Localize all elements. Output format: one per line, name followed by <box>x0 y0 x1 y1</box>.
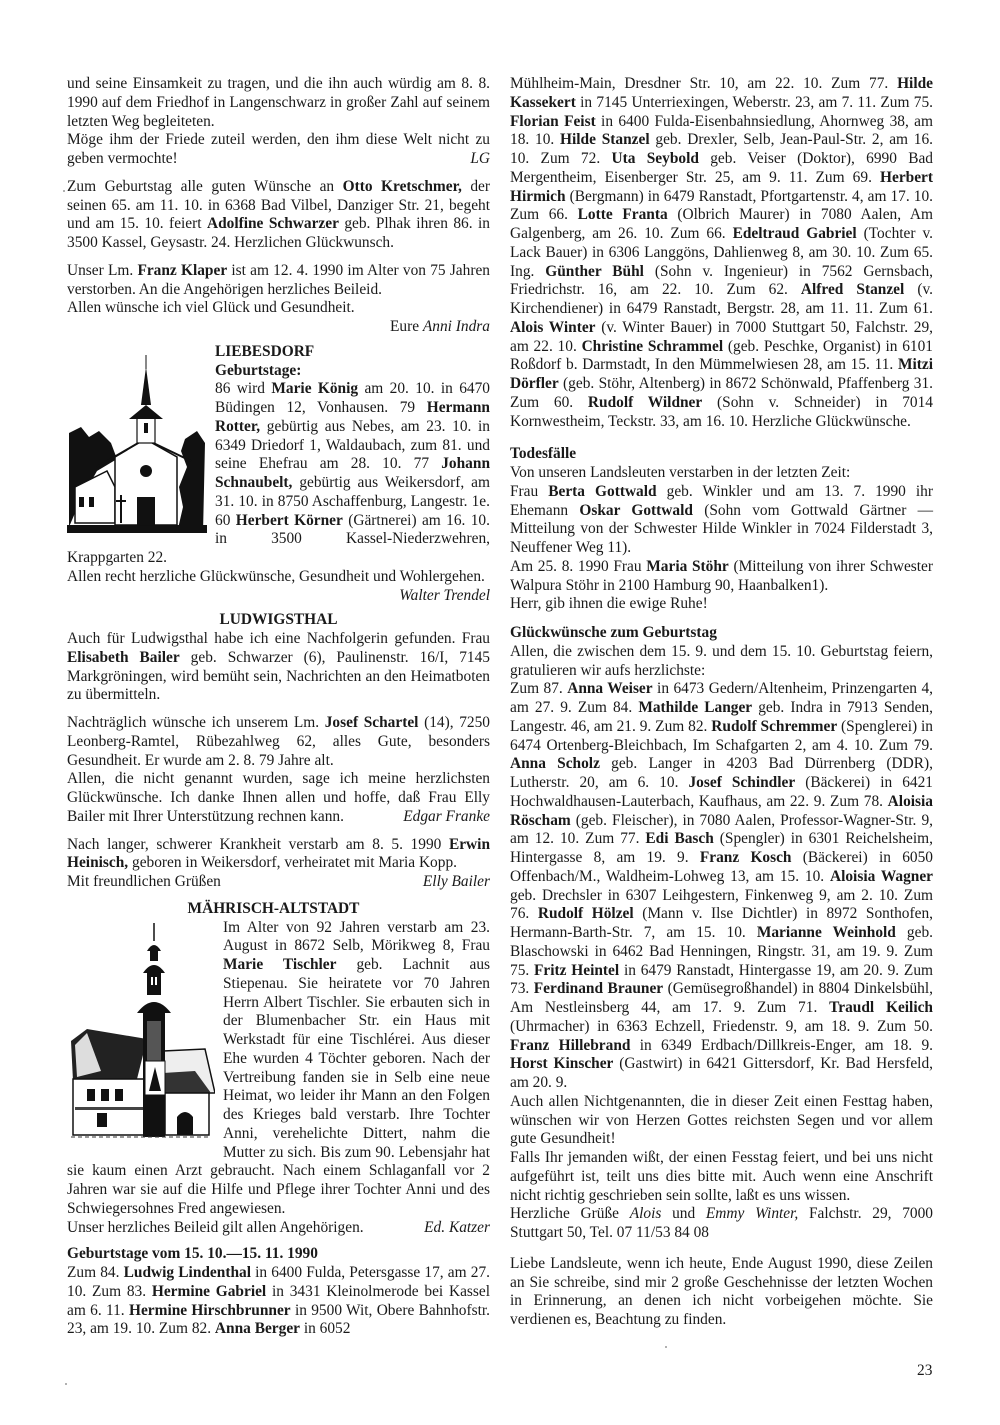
text-run: Mit freundlichen Grüßen <box>67 873 221 890</box>
person-name: Ludwig Lindenthal <box>123 1264 251 1281</box>
right-column <box>510 75 933 1330</box>
section-liebesdorf <box>67 343 490 606</box>
person-name: Hermann Rotter, <box>215 399 490 435</box>
person-name: Franz Kosch <box>699 849 792 866</box>
section-todesfaelle <box>510 445 933 614</box>
text-run: in 6349 Erdbach/Dillkreis-Enger, am 18. 9. <box>630 1036 933 1054</box>
signature-lg: LG <box>470 150 490 167</box>
section-title-liebesdorf: LIEBESDORF <box>215 342 315 360</box>
person-name: Fritz Heintel <box>534 961 620 979</box>
person-name: Aloisia Röscham <box>510 792 933 829</box>
person-name: Hilde Stanzel <box>560 131 650 149</box>
person-name: Johann Schnaubelt, <box>215 455 490 491</box>
section-title-todesfaelle: Todesfälle <box>510 445 577 463</box>
glueckwuensche-nichtgenannte: Auch allen Nichtgenannten, die in dieser Zeit einen Festtag haben, wünschen wir von Herzen Gottes reichsten Segen und vor allem gute Gesundheit! <box>510 1092 933 1148</box>
text-run: geb. Indra in 7913 Senden, Langestr. 46, am 21. 9. Zum 82. <box>510 699 933 735</box>
person-name: Marianne Weinhold <box>756 924 896 941</box>
scan-speck <box>63 190 65 192</box>
geburtstage-list <box>67 1264 490 1339</box>
todesfaelle-prayer: Herr, gib ihnen die ewige Ruhe! <box>510 595 708 613</box>
text-run: Mühlheim-Main, Dresdner Str. 10, am 22. 10. Zum 77. <box>510 75 898 92</box>
text-run: (Tochter v. Lack Bauer) in 6306 Langgöns, Dahlienweg 8, am 30. 10. Zum 65. Ing. <box>510 225 933 280</box>
obituary-paragraph <box>67 262 490 300</box>
text-run: Unser herzliches Beileid gilt allen Angehörigen. <box>67 1218 364 1236</box>
subsection-title-geburtstage: Geburtstage: <box>215 361 302 379</box>
person-name: Otto Kretschmer, <box>342 177 462 195</box>
text-run: (Bergmann) in 6479 Ranstadt, Pfortgartenstr. 4, am 17. 10. Zum 66. <box>510 187 933 224</box>
text-run: gebürtig aus Weikersdorf, am 31. 10. in 8750 Aschaffenburg, Langestr. 1e. 60 <box>215 474 490 529</box>
section-maehrisch-altstadt <box>67 900 490 1238</box>
glueckwuensche-greeting <box>510 1205 933 1243</box>
text-run: geb. Schwarzer (6), Paulinenstr. 16/I, 7145 Markgröningen, wird bemüht sein, Nachrichten an den Heimatboten zu übermitteln. <box>67 648 490 704</box>
person-name: Edeltraud Gabriel <box>732 225 857 242</box>
text-run: Nach langer, schwerer Krankheit verstarb am 8. 5. 1990 <box>67 835 449 853</box>
closing-letter-paragraph: Liebe Landsleute, wenn ich heute, Ende August 1990, diese Zeilen an Sie schreibe, sind mir 2 große Geschehnisse der letzten Wochen in Erinnerung, an denen ich nicht vorbeigehen möchte. Sie verdienen es, Beachtung zu finden. <box>510 1254 933 1328</box>
person-name: Rudolf Schremmer <box>711 717 838 735</box>
todesfaelle-gottwald <box>510 483 933 558</box>
text-run: (Spengler) in 6301 Reichelsheim, Hintergasse 8, am 19. 9. <box>510 830 933 866</box>
text-run: (Spenglerei) in 6474 Ortenberg-Bleichbach, Im Schafgarten 2, am 4. 10. Zum 79. <box>510 717 933 754</box>
section-title-glueckwuensche: Glückwünsche zum Geburtstag <box>510 624 717 641</box>
person-name: Edi Basch <box>645 830 714 848</box>
person-name: Günther Bühl <box>545 262 644 280</box>
text-run: geb. Veiser (Doktor), 6990 Bad Mergentheim, Eisenberger Str. 25, am 9. 11. Zum 69. <box>510 150 934 186</box>
person-name: Franz Klaper <box>137 261 228 279</box>
person-name: Hermine Gabriel <box>151 1282 267 1300</box>
person-name: Ferdinand Brauner <box>533 980 664 998</box>
text-run: am 20. 10. in 6470 Büdingen 12, Vonhausen. 79 <box>215 380 490 416</box>
person-name: Maria Stöhr <box>646 557 729 575</box>
signature-ed-katzer: Ed. Katzer <box>424 1218 490 1236</box>
text-run: Zum 84. <box>67 1264 124 1281</box>
person-name: Herbert Körner <box>235 511 343 529</box>
signature-name: Emmy Winter, <box>705 1205 799 1223</box>
text-run: Falchstr. 29, 7000 Stuttgart 50, Tel. 07 11/53 84 08 <box>510 1205 934 1241</box>
person-name: Rudolf Hölzel <box>537 905 634 923</box>
text-run: (Gemüsegroßhandel) in 8804 Dinkelsbühl, Am Nestleinsberg 44, am 17. 9. Zum 71. <box>510 980 933 1016</box>
text-run: Allen recht herzliche Glückwünsche, Gesundheit und Wohlergehen. <box>67 567 485 585</box>
person-name: Franz Hillebrand <box>510 1036 631 1054</box>
liebesdorf-closing <box>67 568 490 606</box>
ludwigsthal-greeting <box>67 873 490 892</box>
section-title-geburtstage: Geburtstage vom 15. 10.—15. 11. 1990 <box>67 1245 318 1263</box>
signature-edgar-franke: Edgar Franke <box>403 807 490 825</box>
person-name: Mitzi Dörfler <box>510 356 933 392</box>
todesfaelle-intro: Von unseren Landsleuten verstarben in der letzten Zeit: <box>510 464 851 481</box>
person-name: Marie König <box>271 380 359 398</box>
person-name: Uta Seybold <box>611 150 699 167</box>
text-run: (Gärtnerei) am 16. 10. in 3500 Kassel-Niederzwehren, Krappgarten 22. <box>67 511 490 566</box>
text-run: (Uhrmacher) in 6363 Echzell, Friedenstr. 9, am 18. 9. Zum 50. <box>510 1017 933 1035</box>
page-number: 23 <box>917 1362 933 1379</box>
blessing-paragraph <box>67 131 490 169</box>
blessing-text: Möge ihm der Friede zuteil werden, den ihm diese Welt nicht zu geben vermochte! <box>67 131 490 167</box>
text-run: in 7145 Unterriexingen, Weberstr. 23, am 7. 11. Zum 75. <box>575 93 933 111</box>
ludwigsthal-obituary <box>67 836 490 874</box>
person-name: Anna Weiser <box>567 680 653 698</box>
person-name: Traudl Keilich <box>829 999 933 1016</box>
text-run: Im Alter von 92 Jahren verstarb am 23. August in 8672 Selb, Mörikweg 8, Frau <box>223 918 490 955</box>
text-run: Nachträglich wünsche ich unserem Lm. <box>67 714 325 731</box>
person-name: Adolfine Schwarzer <box>206 215 339 233</box>
text-run: (geb. Fleischer), in 7080 Aalen, Professor-Wagner-Str. 9, am 12. 10. Zum 77. <box>510 811 933 848</box>
ludwigsthal-successor <box>67 630 490 705</box>
text-run: Am 25. 8. 1990 Frau <box>510 557 647 575</box>
text-run: in 9500 Wit, Obere Bahnhofstr. 23, am 19. 10. Zum 82. <box>67 1301 490 1338</box>
geburtstage-continued <box>510 75 933 431</box>
left-column <box>67 75 490 1339</box>
text-run: geb. Blaschowski in 6462 Bad Henningen, Ringstr. 31, am 19. 9. Zum 75. <box>510 924 934 979</box>
text-run: Auch für Ludwigsthal habe ich eine Nachfolgerin gefunden. Frau <box>67 630 490 647</box>
text-run: gebürtig aus Nebes, am 23. 10. in 6349 Driedorf 1, Waldaubach, zum 81. und seine Ehefrau am 28. 10. 77 <box>215 417 490 473</box>
text-run: (Sohn v. Ingenieur) in 7562 Gernsbach, Friedrichstr. 16, am 22. 10. Zum 62. <box>510 262 934 299</box>
person-name: Anna Scholz <box>510 755 600 773</box>
church-illustration <box>67 347 207 533</box>
person-name: Horst Kinscher <box>510 1055 614 1073</box>
person-name: Rudolf Wildner <box>587 393 703 411</box>
text-run: (14), 7250 Leonberg-Ramtel, Rübezahlweg 62, alles Gute, besonders Gesundheit. Er wurde am 2. 8. 79 Jahre alt. <box>67 714 491 769</box>
person-name: Herbert Hirmich <box>510 168 933 205</box>
text-run: in 3431 Kleinolmerode bei Kassel am 6. 11. <box>67 1282 490 1319</box>
text-run: (Sohn vom Gottwald Gärtner — Mitteilung von der Schwester Hilde Winkler in 7024 Filderstadt 3, Neuffener Weg 11). <box>510 501 934 556</box>
text-run: (Gastwirt) in 6421 Gittersdorf, Kr. Bad Hersfeld, am 20. 9. <box>510 1055 933 1091</box>
text-run: (Mitteilung von ihrer Schwester Walpura Stöhr in 2100 Hamburg 90, Haanbalken1). <box>510 557 933 594</box>
person-name: Berta Gottwald <box>548 482 657 500</box>
person-name: Oskar Gottwald <box>579 501 693 519</box>
person-name: Alois Winter <box>510 318 596 336</box>
text-run: geb. Winkler und am 13. 7. 1990 ihr Ehemann <box>510 482 933 519</box>
text-run: geb. Drechsler in 6307 Leihgestern, Finkenweg 9, am 2. 10. Zum 76. <box>510 886 933 923</box>
text-run: (Olbrich Maurer) in 7080 Aalen, Am Galgenberg, am 26. 10. Zum 66. <box>510 206 933 242</box>
text-run: (v. Winter Bauer) in 7000 Stuttgart 50, Falchstr. 29, am 22. 10. <box>510 318 934 355</box>
text-run: Herzliche Grüße <box>510 1205 630 1223</box>
person-name: Anna Berger <box>214 1320 300 1338</box>
text-run: in 6052 <box>299 1320 351 1338</box>
text-run: geb. Langer in 4203 Bad Dürrenberg (DDR), Lutherstr. 20, am 6. 10. <box>510 755 934 791</box>
maehrisch-altstadt-condolence <box>67 1219 490 1238</box>
glueckwuensche-request: Falls Ihr jemanden wißt, der einen Fesstag feiert, und bei uns nicht aufgeführt ist, teilt uns dies bitte mit. Auch wenn eine Anschrift nicht richtig geschrieben sein sollte, laßt es uns wissen. <box>510 1149 933 1204</box>
text-run: geb. Plhak ihren 86. in 3500 Kassel, Geysastr. 24. Herzlichen Glückwunsch. <box>67 215 490 251</box>
text-run: in 6473 Gedern/Altenheim, Prinzengarten 4, am 27. 9. Zum 84. <box>510 680 933 716</box>
text-run: geb. Drexler, Selb, Jean-Paul-Str. 2, am 16. 10. Zum 72. <box>510 131 934 167</box>
text-run: (Mann v. Ilse Dichtler) in 8972 Sonthofen, Hermann-Barth-Str. 7, am 15. 10. <box>510 905 934 941</box>
glueckwuensche-intro: Allen, die zwischen dem 15. 9. und dem 15. 10. Geburtstag feiern, gratulieren wir aufs herzlichste: <box>510 642 933 679</box>
wishes-paragraph: Allen wünsche ich viel Glück und Gesundheit. <box>67 299 355 317</box>
text-run: Zum 87. <box>510 680 568 698</box>
text-run: Zum Geburtstag alle guten Wünsche an <box>67 177 343 195</box>
text-run: in 6400 Fulda-Eisenbahnsiedlung, Ahornweg 38, am 18. 10. <box>510 112 933 149</box>
church-tower-illustration <box>67 921 215 1146</box>
text-run: ist am 12. 4. 1990 im Alter von 75 Jahren verstorben. An die Angehörigen herzliches Beileid. <box>67 261 490 298</box>
signature-name: Alois <box>629 1205 662 1223</box>
text-run: (Bäckerei) in 6050 Offenbach/M., Waldheim-Lohweg 13, am 15. 10. <box>510 849 933 885</box>
signature-walter-trendel: Walter Trendel <box>399 586 490 604</box>
ludwigsthal-thanks <box>67 770 490 826</box>
text-run: in 6400 Fulda, Petersgasse 17, am 27. 10. Zum 83. <box>67 1264 490 1300</box>
section-ludwigsthal <box>67 611 490 892</box>
person-name: Josef Schartel <box>324 714 419 731</box>
person-name: Mathilde Langer <box>638 699 753 716</box>
text-run: geb. Lachnit aus Stiepenau. Sie heiratete vor 70 Jahren Herrn Albert Tischler. Sie erbauten sich in der Blumenbacher Str. ein Haus mit Werkstadt für eine Tischlérei. Aus dieser Ehe wurden 4 Töchter geboren. Nach der Vertreibung fanden sie in Selb eine neue Heimat, wo leider ihr Mann an den Folgen des Krieges bald verstarb. Ihre Tochter Anni, verehelichte Dittert, nahm die Mutter zu sich. Bis zum 90. Lebensjahr hat sie kaum einen Arzt gebraucht. Nach einem Schlaganfall vor 2 Jahren war sie auf die Hilfe und Pflege ihrer Tochter Anni und des Schwiegersohnes Fred angewiesen. <box>67 956 490 1217</box>
text-run: (geb. Peschke, Organist) in 6101 Roßdorf b. Darmstadt, In den Mümmelwiesen 28, am 15. 11. <box>510 337 933 374</box>
text-run: geboren in Weikersdorf, verheiratet mit Maria Kopp. <box>128 854 457 872</box>
person-name: Florian Feist <box>510 112 596 130</box>
intro-paragraph: und seine Einsamkeit zu tragen, und die ihn auch würdig am 8. 8. 1990 auf dem Friedhof in Langenschwarz in großer Zahl auf seinem letzten Weg begleiteten. <box>67 75 490 130</box>
scan-speck <box>65 1383 67 1385</box>
person-name: Lotte Franta <box>577 206 668 224</box>
text-run: (Bäckerei) in 6421 Hochwaldhausen-Lauterbach, Kaufhaus, am 22. 9. Zum 78. <box>510 774 933 810</box>
person-name: Erwin Heinisch, <box>67 835 490 872</box>
section-title-ludwigsthal: LUDWIGSTHAL <box>219 611 338 629</box>
closing-word: Eure <box>389 318 423 335</box>
text-run: in 6479 Ranstadt, Hintergasse 19, am 20. 9. Zum 73. <box>510 961 933 998</box>
section-geburtstage-oct-nov <box>67 1245 490 1339</box>
person-name: Hermine Hirschbrunner <box>128 1301 291 1319</box>
birthday-wishes-paragraph <box>67 178 490 253</box>
text-run: Allen, die nicht genannt wurden, sage ich meine herzlichsten Glückwünsche. Ich danke Ihnen allen und hoffe, daß Frau Elly Bailer mit Ihrer Unterstützung rechnen kann. <box>67 770 490 825</box>
person-name: Elisabeth Bailer <box>67 648 180 666</box>
person-name: Josef Schindler <box>688 774 796 791</box>
section-glueckwuensche <box>510 624 933 1243</box>
text-run: 86 wird <box>215 380 272 398</box>
text-run: der seinen 65. am 11. 10. in 6368 Bad Vilbel, Danziger Str. 21, begeht und am 15. 10. feiert <box>67 177 491 233</box>
signature-anni-indra <box>67 318 490 337</box>
text-run: Unser Lm. <box>67 261 138 279</box>
person-name: Alfred Stanzel <box>800 281 905 299</box>
glueckwuensche-list <box>510 680 933 1093</box>
scan-speck <box>665 1346 667 1348</box>
person-name: Marie Tischler <box>223 956 337 973</box>
person-name: Hilde Kassekert <box>510 75 933 111</box>
text-run: (Sohn v. Schneider) in 7014 Kornwestheim, Teckstr. 33, am 16. 10. Herzliche Glückwünsche. <box>510 393 933 430</box>
todesfaelle-stoehr <box>510 558 933 596</box>
signature-elly-bailer: Elly Bailer <box>422 873 490 890</box>
text-run: Frau <box>510 482 549 500</box>
section-title-maehrisch-altstadt: MÄHRISCH-ALTSTADT <box>187 899 360 917</box>
signature-name: Anni Indra <box>422 318 490 335</box>
ludwigsthal-belated-wishes <box>67 714 490 770</box>
text-run: (geb. Stöhr, Altenberg) in 8672 Schönwald, Pfaffenberg 31. Zum 60. <box>510 375 933 411</box>
text-run: (v. Kirchendiener) in 6479 Ranstadt, Bergstr. 28, am 11. 11. Zum 61. <box>510 281 934 317</box>
person-name: Aloisia Wagner <box>829 867 933 885</box>
text-run: und <box>661 1205 706 1223</box>
person-name: Christine Schrammel <box>581 337 724 355</box>
